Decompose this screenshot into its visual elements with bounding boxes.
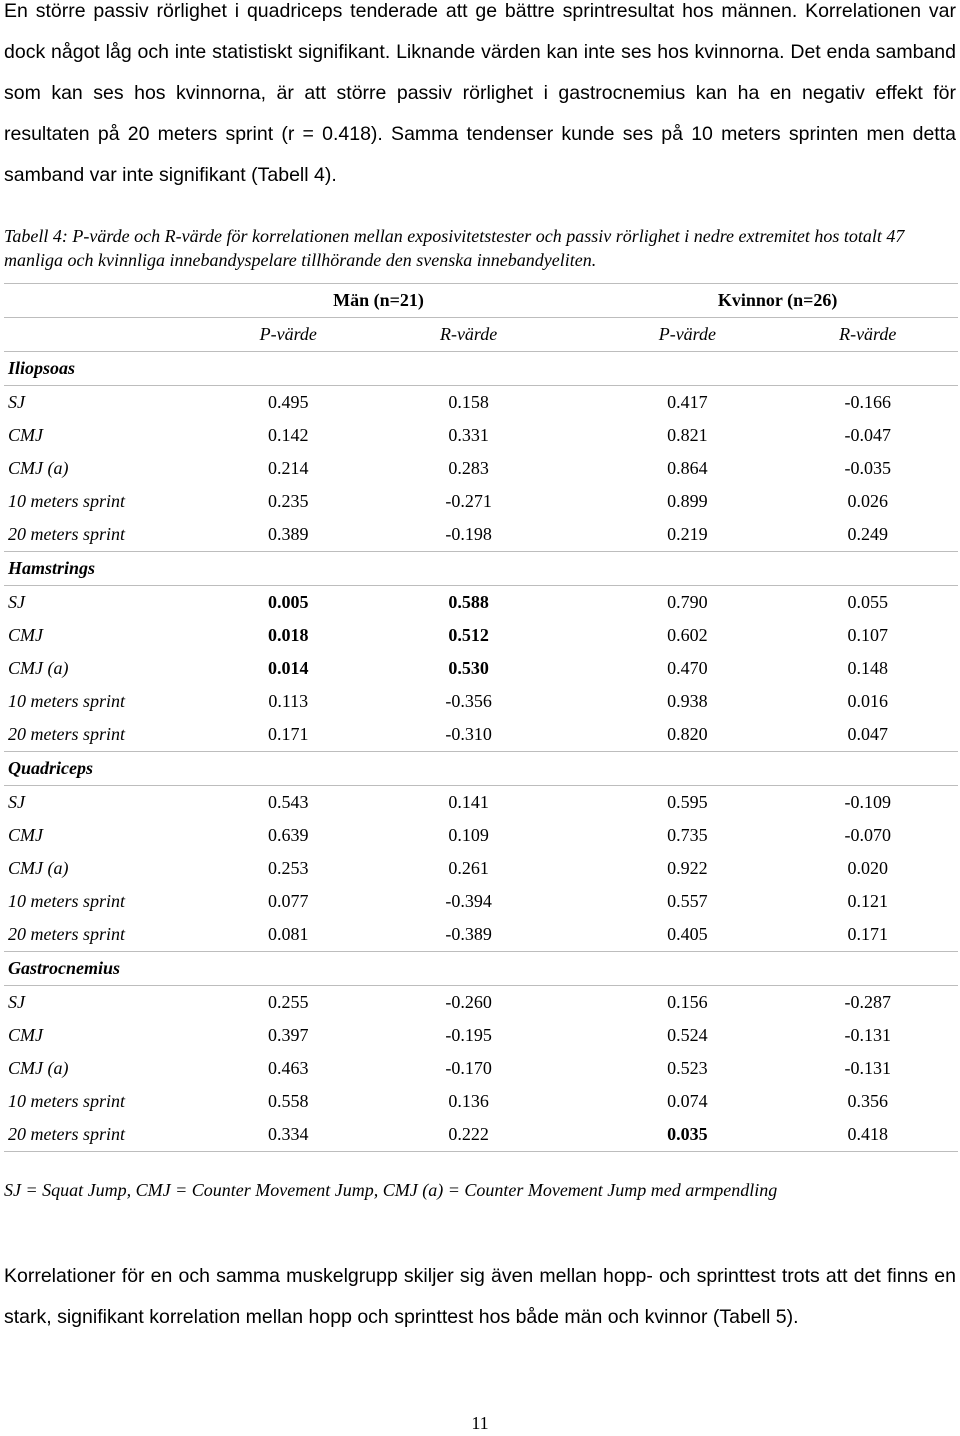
row-label: SJ [8,792,25,812]
row-label: 10 meters sprint [8,691,125,711]
row-label: CMJ (a) [8,458,69,478]
table-row [4,819,958,852]
men-p-value: 0.113 [268,691,309,711]
men-r-value: 0.283 [448,458,489,478]
table-gap-cell [559,1085,597,1118]
men-p-value: 0.255 [268,992,309,1012]
table-row [4,619,958,652]
women-p-value: 0.938 [667,691,708,711]
women-r-value: -0.131 [844,1025,891,1045]
intro-paragraph: En större passiv rörlighet i quadriceps tenderade att ge bättre sprintresultat hos männen. Korrelationen var dock något låg och inte statistiskt signifikant. Liknande värden kan inte ses hos kvinnorna. Det enda samband som kan ses hos kvinnorna, är att större passiv rörlighet i gastrocnemius kan ha en negativ effekt för resultaten på 20 meters sprint (r = 0.418). Samma tendenser kunde ses på 10 meters sprinten men detta samband var inte signifikant (Tabell 4). [4,0,956,186]
row-label: 20 meters sprint [4,1118,198,1152]
men-p-value: 0.334 [198,1118,378,1152]
table-row [4,586,958,620]
table-row [4,452,958,485]
group-header-women: Kvinnor (n=26) [597,284,958,318]
women-r-value: 0.121 [847,891,888,911]
table-caption: Tabell 4: P-värde och R-värde för korrelationen mellan exposivitetstester och passiv rörlighet i nedre extremitet hos totalt 47 manliga och kvinnliga innebandyspelare tillhörande den svenska innebandyeliten. [4,226,905,270]
table-gap-cell [559,1052,597,1085]
women-r-value: -0.287 [844,992,891,1012]
men-r-value: -0.310 [378,718,558,752]
women-p-value: 0.821 [667,425,708,445]
men-r-value: 0.588 [448,592,489,612]
table-gap-cell [559,619,597,652]
table-footnote: SJ = Squat Jump, CMJ = Counter Movement Jump, CMJ (a) = Counter Movement Jump med armpendling [4,1180,778,1200]
women-p-value: 0.864 [667,458,708,478]
women-p-value: 0.820 [597,718,777,752]
women-p-value: 0.405 [597,918,777,952]
men-r-value: -0.394 [445,891,492,911]
men-p-value: 0.253 [268,858,309,878]
section-heading: Hamstrings [4,552,958,586]
row-label: 20 meters sprint [4,518,198,552]
table-gap-cell [559,518,597,552]
women-r-value: 0.020 [847,858,888,878]
table-section-row [4,352,958,386]
table-gap-cell [559,452,597,485]
table-gap-cell [559,1019,597,1052]
table-gap-cell [559,852,597,885]
group-header-men: Män (n=21) [198,284,559,318]
correlation-table-body [4,284,958,1152]
table-gap-cell [559,485,597,518]
women-p-value: 0.790 [667,592,708,612]
men-r-value: -0.271 [445,491,492,511]
women-p-value: 0.524 [667,1025,708,1045]
table-row [4,1085,958,1118]
page-number: 11 [471,1413,489,1433]
men-r-value: 0.141 [448,792,489,812]
table-gap-cell [559,652,597,685]
men-p-value: 0.543 [268,792,309,812]
women-r-value: -0.035 [844,458,891,478]
men-p-value: 0.142 [268,425,309,445]
women-r-value: 0.107 [847,625,888,645]
table-row [4,1118,958,1152]
women-r-value: 0.016 [847,691,888,711]
table-row [4,518,958,552]
table-corner-cell [4,318,198,352]
table-row [4,852,958,885]
table-row [4,386,958,420]
row-label: CMJ [8,825,43,845]
correlation-table [4,283,958,1152]
row-label: SJ [8,592,25,612]
table-gap-cell [559,819,597,852]
table-subheader-row [4,318,958,352]
closing-paragraph: Korrelationer för en och samma muskelgrupp skiljer sig även mellan hopp- och sprinttest trots att det finns en stark, signifikant korrelation mellan hopp och sprinttest hos både män och kvinnor (Tabell 5). [4,1265,956,1328]
women-p-value: 0.922 [667,858,708,878]
row-label: CMJ (a) [8,658,69,678]
men-r-value: 0.109 [448,825,489,845]
section-heading: Quadriceps [4,752,958,786]
table-section-row [4,552,958,586]
table-row [4,1019,958,1052]
row-label: 10 meters sprint [8,1091,125,1111]
row-label: SJ [8,992,25,1012]
table-group-header-row [4,284,958,318]
table-row [4,652,958,685]
men-p-value: 0.018 [268,625,309,645]
women-r-value: -0.047 [844,425,891,445]
women-r-value: 0.148 [847,658,888,678]
table-gap-cell [559,918,597,952]
men-p-value: 0.171 [198,718,378,752]
table-corner-cell [4,284,198,318]
men-r-value: -0.198 [378,518,558,552]
women-r-value: 0.047 [777,718,958,752]
section-heading: Gastrocnemius [4,952,958,986]
subheader-women-p: P-värde [597,318,777,352]
table-row [4,419,958,452]
women-r-value: 0.418 [777,1118,958,1152]
table-gap-cell [559,718,597,752]
table-gap-cell [559,386,597,420]
men-p-value: 0.495 [268,392,309,412]
row-label: CMJ [8,625,43,645]
men-r-value: -0.170 [445,1058,492,1078]
women-r-value: 0.171 [777,918,958,952]
row-label: CMJ [8,1025,43,1045]
table-gap-cell [559,1118,597,1152]
table-section-row [4,952,958,986]
women-p-value: 0.219 [597,518,777,552]
men-p-value: 0.235 [268,491,309,511]
women-p-value: 0.595 [667,792,708,812]
table-gap-cell [559,419,597,452]
men-p-value: 0.463 [268,1058,309,1078]
women-p-value: 0.470 [667,658,708,678]
men-r-value: 0.512 [448,625,489,645]
women-p-value: 0.417 [667,392,708,412]
women-r-value: 0.055 [847,592,888,612]
women-r-value: -0.109 [844,792,891,812]
women-r-value: 0.026 [847,491,888,511]
men-p-value: 0.558 [268,1091,309,1111]
table-row [4,885,958,918]
women-r-value: -0.070 [844,825,891,845]
men-p-value: 0.081 [198,918,378,952]
row-label: 20 meters sprint [4,718,198,752]
row-label: CMJ (a) [8,1058,69,1078]
women-r-value: -0.131 [844,1058,891,1078]
women-p-value: 0.557 [667,891,708,911]
men-r-value: -0.389 [378,918,558,952]
table-row [4,918,958,952]
women-r-value: -0.166 [844,392,891,412]
row-label: 10 meters sprint [8,891,125,911]
subheader-men-r: R-värde [378,318,558,352]
men-r-value: 0.530 [448,658,489,678]
women-p-value: 0.899 [667,491,708,511]
table-row [4,1052,958,1085]
women-r-value: 0.356 [847,1091,888,1111]
subheader-men-p: P-värde [198,318,378,352]
row-label: CMJ (a) [8,858,69,878]
men-p-value: 0.389 [198,518,378,552]
men-r-value: -0.195 [445,1025,492,1045]
men-p-value: 0.397 [268,1025,309,1045]
table-gap-cell [559,786,597,820]
table-gap-cell [559,685,597,718]
women-p-value: 0.523 [667,1058,708,1078]
table-row [4,485,958,518]
table-row [4,786,958,820]
table-row [4,986,958,1020]
women-p-value: 0.074 [667,1091,708,1111]
men-r-value: -0.356 [445,691,492,711]
subheader-women-r: R-värde [777,318,958,352]
table-row [4,685,958,718]
table-gap-cell [559,284,597,318]
men-r-value: 0.261 [448,858,489,878]
women-r-value: 0.249 [777,518,958,552]
men-p-value: 0.077 [268,891,309,911]
women-p-value: 0.602 [667,625,708,645]
women-p-value: 0.735 [667,825,708,845]
men-r-value: 0.331 [448,425,489,445]
row-label: CMJ [8,425,43,445]
men-r-value: -0.260 [445,992,492,1012]
table-gap-cell [559,586,597,620]
men-p-value: 0.005 [268,592,309,612]
section-heading: Iliopsoas [4,352,958,386]
row-label: SJ [8,392,25,412]
women-p-value: 0.035 [597,1118,777,1152]
men-r-value: 0.136 [448,1091,489,1111]
table-section-row [4,752,958,786]
table-gap-cell [559,986,597,1020]
men-p-value: 0.214 [268,458,309,478]
women-p-value: 0.156 [667,992,708,1012]
table-gap-cell [559,318,597,352]
men-p-value: 0.014 [268,658,309,678]
table-gap-cell [559,885,597,918]
row-label: 10 meters sprint [8,491,125,511]
row-label: 20 meters sprint [4,918,198,952]
table-row [4,718,958,752]
men-r-value: 0.222 [378,1118,558,1152]
men-p-value: 0.639 [268,825,309,845]
men-r-value: 0.158 [448,392,489,412]
